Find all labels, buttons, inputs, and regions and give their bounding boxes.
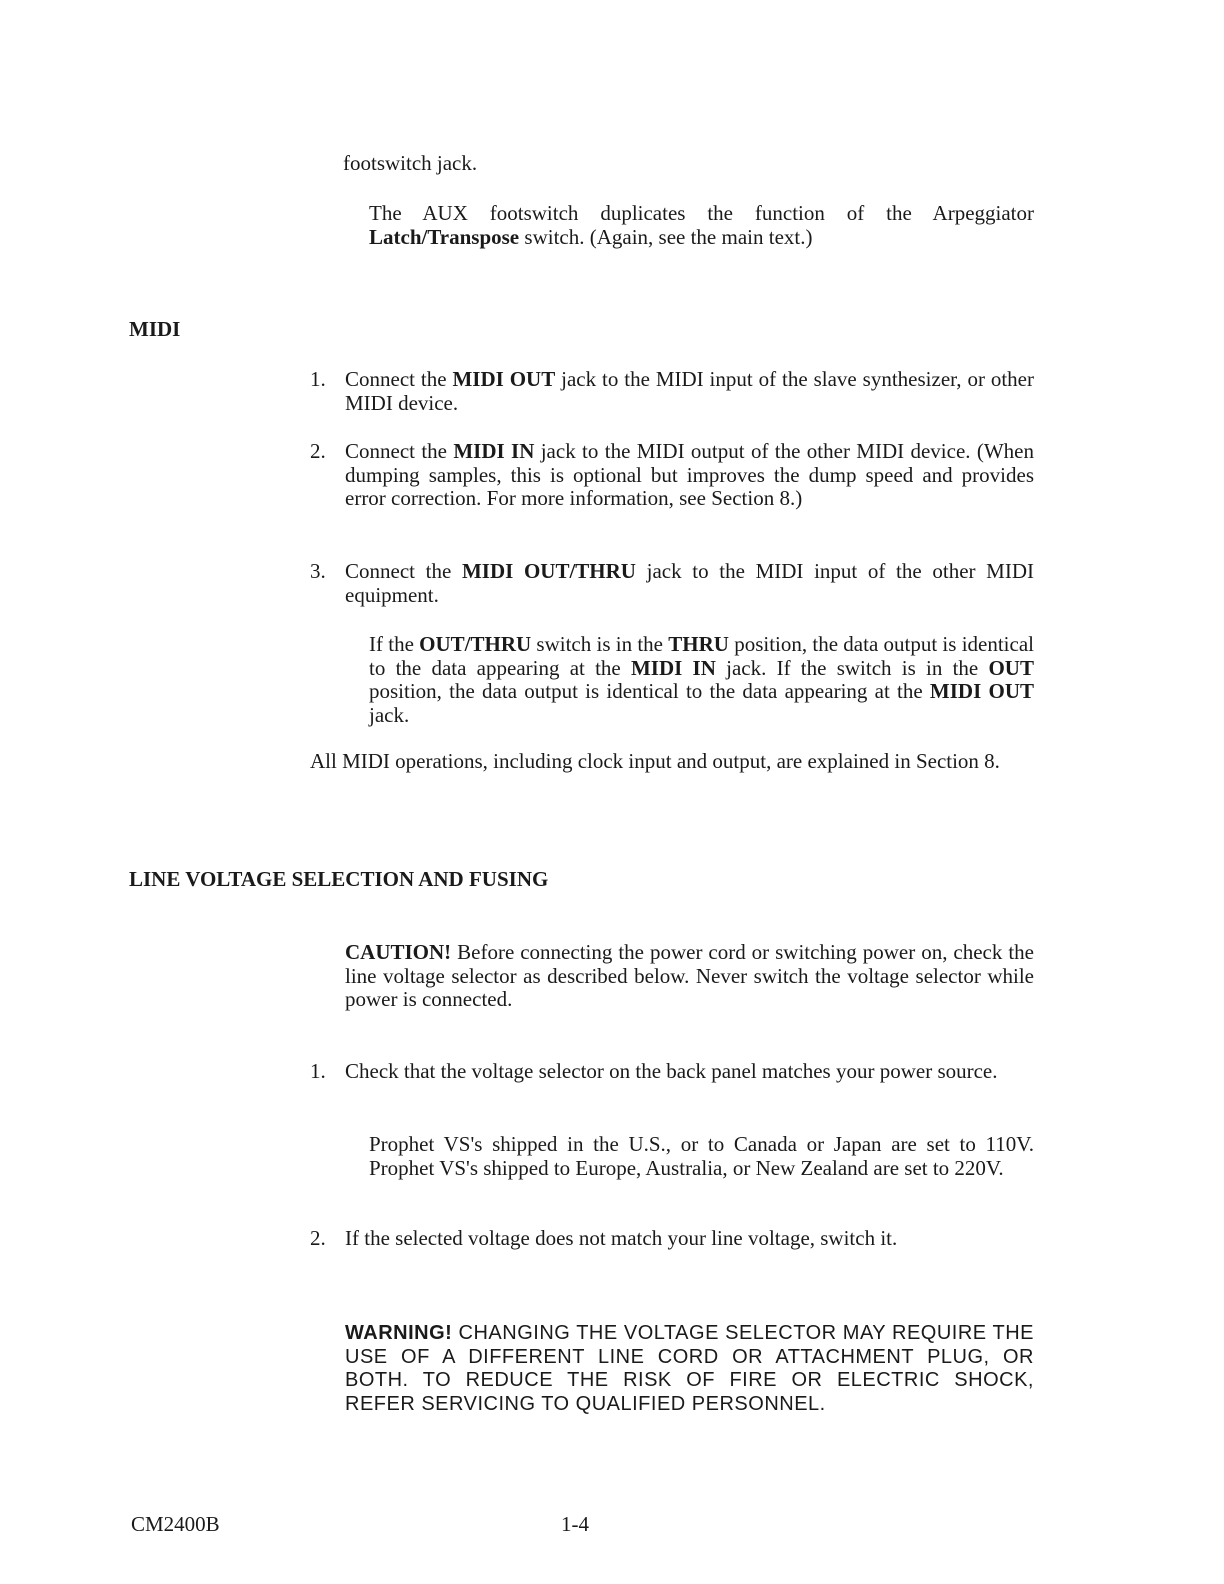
warning-label: WARNING!	[345, 1322, 453, 1344]
midi-item-2-text-b: jack to the MIDI output of the other MIDI device. (When dumping samples, this is optional but improves the dump speed and provides error correction. For more information, see Section 8.)	[345, 439, 1035, 510]
aux-footswitch-note	[369, 202, 1034, 249]
midi-item-1	[345, 368, 1034, 415]
note-text-3: position, the data output is identical to the data appearing at the	[369, 632, 1034, 680]
latch-transpose-label: Latch/Transpose	[369, 224, 520, 249]
caution-notice	[345, 941, 1034, 1012]
midi-item-3-text-a: Connect the	[345, 559, 462, 583]
midi-item-1-text-b: jack to the MIDI input of the slave synthesizer, or other MIDI device.	[345, 367, 1035, 415]
out-position-label: OUT	[988, 655, 1034, 680]
note-text-2: switch is in the	[531, 632, 669, 656]
midi-item-2-number: 2.	[310, 439, 326, 463]
midi-item-2	[345, 440, 1034, 511]
midi-out-label: MIDI OUT	[452, 367, 556, 391]
midi-item-2-text-a: Connect the	[345, 439, 454, 463]
midi-item-3	[345, 560, 1034, 607]
midi-heading: MIDI	[129, 317, 181, 341]
warning-notice	[345, 1322, 1034, 1416]
continuation-text: footswitch jack.	[343, 151, 478, 175]
midi-out-thru-label: MIDI OUT/THRU	[461, 559, 636, 583]
midi-item-1-text-a: Connect the	[345, 367, 453, 391]
voltage-item-1-number: 1.	[310, 1059, 326, 1083]
voltage-item-2: If the selected voltage does not match your line voltage, switch it.	[345, 1226, 898, 1250]
aux-text-2: switch. (Again, see the main text.)	[519, 224, 813, 249]
midi-summary: All MIDI operations, including clock input and output, are explained in Section 8.	[310, 749, 1000, 773]
note-text-4: jack. If the switch is in the	[715, 655, 989, 680]
out-thru-note	[369, 633, 1034, 727]
note-midi-in-label: MIDI IN	[630, 655, 716, 680]
voltage-item-1: Check that the voltage selector on the back panel matches your power source.	[345, 1059, 998, 1083]
warning-text: CHANGING THE VOLTAGE SELECTOR MAY REQUIRE THE USE OF A DIFFERENT LINE CORD OR ATTACHMENT PLUG, OR BOTH. TO REDUCE THE RISK OF FIRE OR ELECTRIC SHOCK, REFER SERVICING TO QUALIFIED PERSONNEL.	[345, 1322, 1034, 1415]
note-text-5: position, the data output is identical to the data appearing at the	[369, 679, 930, 703]
note-midi-out-label: MIDI OUT	[929, 679, 1034, 703]
note-text-1: If the	[369, 632, 420, 656]
voltage-shipping-note: Prophet VS's shipped in the U.S., or to Canada or Japan are set to 110V. Prophet VS's shipped to Europe, Australia, or New Zealand are set to 220V.	[369, 1132, 1034, 1180]
note-text-6: jack.	[369, 702, 410, 727]
line-voltage-heading: LINE VOLTAGE SELECTION AND FUSING	[129, 867, 549, 891]
caution-label: CAUTION!	[345, 940, 452, 964]
thru-position-label: THRU	[668, 632, 729, 656]
document-id: CM2400B	[131, 1512, 220, 1536]
out-thru-switch-label: OUT/THRU	[419, 632, 532, 656]
caution-text: Before connecting the power cord or switching power on, check the line voltage selector as described below. Never switch the voltage selector while power is connected.	[345, 940, 1034, 1011]
midi-item-3-text-b: jack to the MIDI input of the other MIDI equipment.	[345, 559, 1034, 607]
voltage-item-2-number: 2.	[310, 1226, 326, 1250]
midi-item-1-number: 1.	[310, 367, 326, 391]
midi-in-label: MIDI IN	[453, 439, 535, 463]
aux-text-1: The AUX footswitch duplicates the function of the Arpeggiator	[369, 201, 1034, 225]
midi-item-3-number: 3.	[310, 559, 326, 583]
page-number: 1-4	[561, 1512, 589, 1536]
